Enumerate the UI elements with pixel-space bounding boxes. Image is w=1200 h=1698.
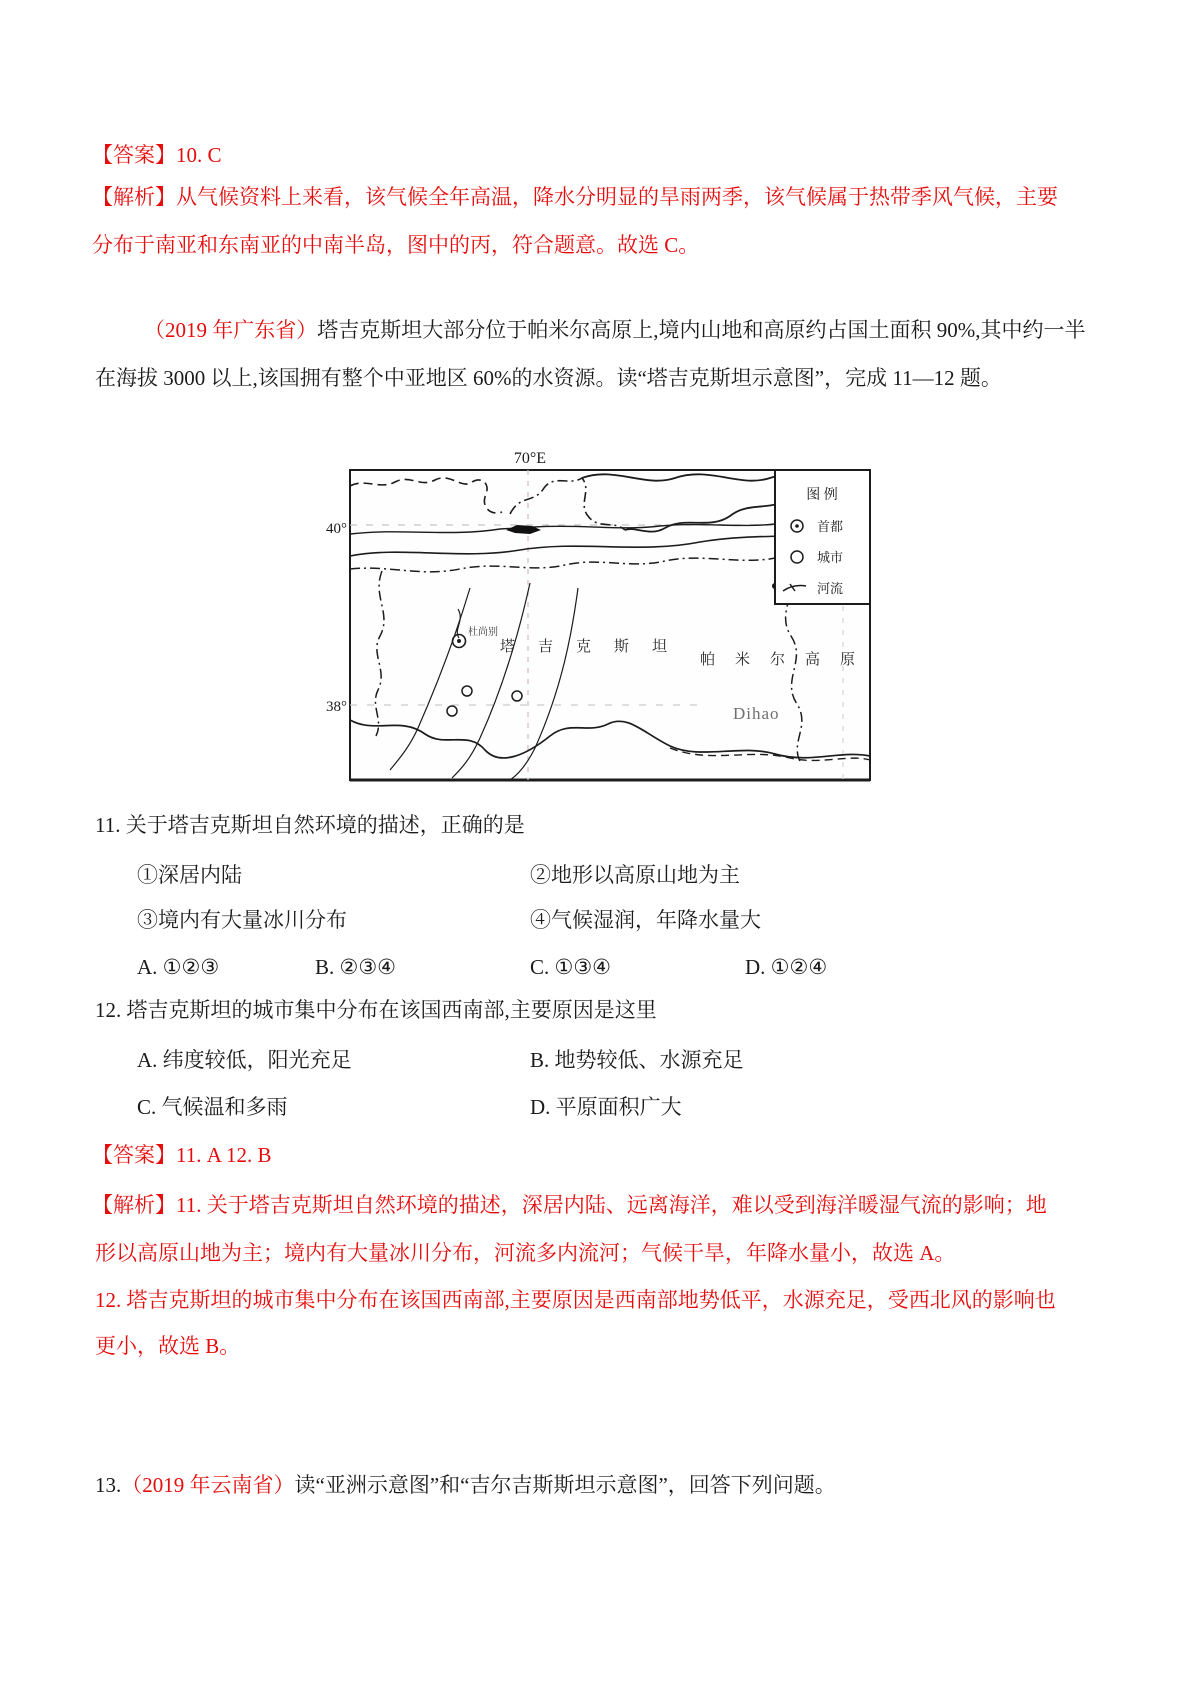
passage-source-tag: （2019 年广东省）: [144, 318, 318, 342]
q12-option-c: C. 气候温和多雨: [137, 1095, 288, 1119]
map-lat-40-label: 40°: [326, 521, 347, 537]
q11-stem: 11. 关于塔吉克斯坦自然环境的描述，正确的是: [95, 813, 525, 837]
capital-symbol-dot: [457, 639, 461, 643]
analysis-1112-line1: 【解析】11. 关于塔吉克斯坦自然环境的描述，深居内陆、远离海洋，难以受到海洋暖湿气流的影响；地: [92, 1193, 1047, 1217]
map-meridian-label: 70°E: [513, 450, 547, 467]
tajikistan-map-figure: [320, 438, 880, 788]
q11-sub4: ④气候湿润，年降水量大: [530, 908, 761, 932]
corner-watermark-text: Dihao: [733, 704, 780, 723]
q13-text: 读“亚洲示意图”和“吉尔吉斯斯坦示意图”，回答下列问题。: [294, 1473, 836, 1497]
q11-sub3: ③境内有大量冰川分布: [137, 908, 347, 932]
analysis-1112-line4: 更小，故选 B。: [95, 1334, 241, 1358]
passage-line1: [144, 317, 1086, 343]
q13-source-tag: （2019 年云南省）: [121, 1473, 295, 1497]
country-name-label: 塔吉克斯坦: [500, 639, 691, 655]
map-lat-38-label: 38°: [326, 699, 347, 715]
q11-option-a: A. ①②③: [137, 955, 220, 979]
q11-option-d: D. ①②④: [745, 955, 828, 979]
answer-10: 【答案】10. C: [92, 143, 222, 167]
answer-11-12: 【答案】11. A 12. B: [92, 1143, 272, 1167]
q12-option-a: A. 纬度较低，阳光充足: [137, 1048, 352, 1072]
legend-capital-icon-dot: [795, 524, 799, 528]
q11-sub1: ①深居内陆: [137, 863, 242, 887]
legend-title: 图 例: [806, 488, 838, 503]
analysis-10-line2: 分布于南亚和东南亚的中南半岛，图中的丙，符合题意。故选 C。: [92, 233, 700, 257]
q13-number: 13.: [95, 1473, 122, 1497]
passage-line2: 在海拔 3000 以上,该国拥有整个中亚地区 60%的水资源。读“塔吉克斯坦示意图”，完成 11—12 题。: [95, 366, 1002, 390]
capital-name-label: 杜尚别: [468, 627, 498, 638]
plateau-name-label: 帕米尔高原: [700, 652, 876, 668]
q13-intro: [95, 1472, 836, 1498]
passage-line1-text: 塔吉克斯坦大部分位于帕米尔高原上,境内山地和高原约占国土面积 90%,其中约一半: [317, 318, 1086, 342]
q11-sub2: ②地形以高原山地为主: [530, 863, 740, 887]
q12-stem: 12. 塔吉克斯坦的城市集中分布在该国西南部,主要原因是这里: [95, 998, 657, 1022]
analysis-1112-line3: 12. 塔吉克斯坦的城市集中分布在该国西南部,主要原因是西南部地势低平，水源充足，受西北风的影响也: [95, 1288, 1056, 1312]
legend-city-label: 城市: [817, 550, 844, 565]
q12-option-b: B. 地势较低、水源充足: [530, 1048, 744, 1072]
analysis-10-line1: 【解析】从气候资料上来看，该气候全年高温，降水分明显的旱雨两季，该气候属于热带季风气候，主要: [92, 185, 1058, 209]
legend-capital-label: 首都: [817, 519, 844, 534]
q11-option-c: C. ①③④: [530, 955, 611, 979]
tajikistan-map-svg: [320, 438, 880, 788]
legend-river-label: 河流: [817, 581, 844, 596]
q11-option-b: B. ②③④: [315, 955, 396, 979]
analysis-1112-line2: 形以高原山地为主；境内有大量冰川分布，河流多内流河；气候干旱，年降水量小，故选 A。: [95, 1241, 956, 1265]
q12-option-d: D. 平原面积广大: [530, 1095, 682, 1119]
